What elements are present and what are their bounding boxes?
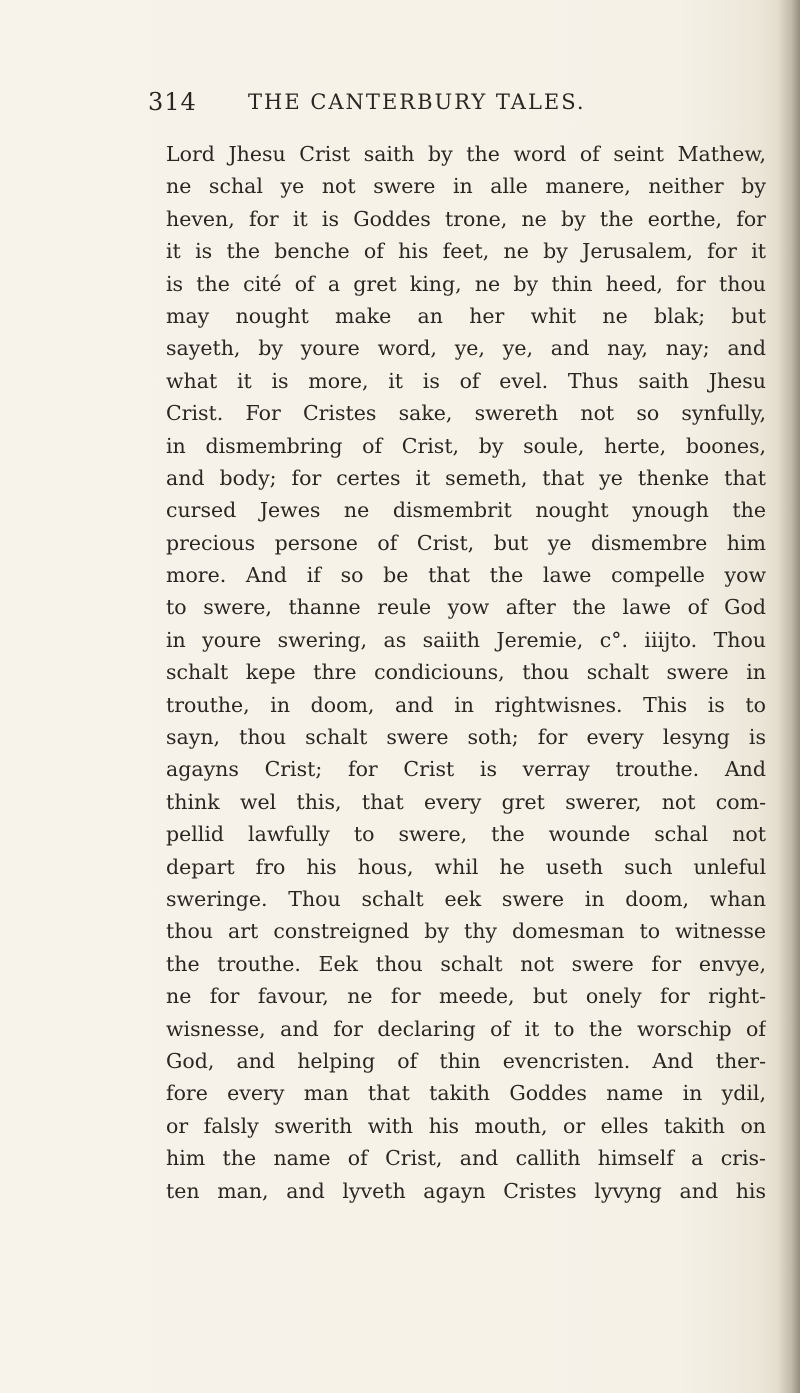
running-title: THE CANTERBURY TALES. bbox=[248, 90, 586, 114]
page-edge-shadow bbox=[778, 0, 800, 1393]
text-line: may nought make an her whit ne blak; but bbox=[166, 303, 766, 328]
text-line: schalt kepe thre condiciouns, thou schalt swere in bbox=[166, 660, 766, 685]
text-line: think wel this, that every gret swerer, not com- bbox=[166, 789, 766, 814]
text-line: what it is more, it is of evel. Thus saith Jhesu bbox=[166, 368, 766, 393]
text-line: it is the benche of his feet, ne by Jerusalem, for it bbox=[166, 239, 766, 264]
body-text bbox=[166, 138, 766, 1207]
text-line: in youre swering, as saiith Jeremie, c°. iiijto. Thou bbox=[166, 627, 766, 652]
text-line: wisnesse, and for declaring of it to the worschip of bbox=[166, 1016, 766, 1041]
text-line: precious persone of Crist, but ye dismembre him bbox=[166, 530, 766, 555]
text-line: to swere, thanne reule yow after the lawe of God bbox=[166, 595, 766, 620]
text-line: or falsly swerith with his mouth, or elles takith on bbox=[166, 1113, 766, 1138]
text-line: heven, for it is Goddes trone, ne by the eorthe, for bbox=[166, 206, 766, 231]
text-line: sayeth, by youre word, ye, ye, and nay, nay; and bbox=[166, 336, 766, 361]
text-line: in dismembring of Crist, by soule, herte, boones, bbox=[166, 433, 766, 458]
text-line: pellid lawfully to swere, the wounde schal not bbox=[166, 822, 766, 847]
text-line: agayns Crist; for Crist is verray trouthe. And bbox=[166, 757, 766, 782]
text-line: ne for favour, ne for meede, but onely for right- bbox=[166, 984, 766, 1009]
text-line: sayn, thou schalt swere soth; for every lesyng is bbox=[166, 725, 766, 750]
running-head bbox=[148, 88, 748, 128]
text-line: Lord Jhesu Crist saith by the word of seint Mathew, bbox=[166, 142, 766, 166]
text-line: him the name of Crist, and callith himself a cris- bbox=[166, 1146, 766, 1171]
text-line: ten man, and lyveth agayn Cristes lyvyng and his bbox=[166, 1178, 766, 1203]
text-line: fore every man that takith Goddes name in ydil, bbox=[166, 1081, 766, 1106]
page-number: 314 bbox=[148, 88, 197, 116]
text-line: cursed Jewes ne dismembrit nought ynough the bbox=[166, 498, 766, 523]
text-line: thou art constreigned by thy domesman to witnesse bbox=[166, 919, 766, 944]
text-line: trouthe, in doom, and in rightwisnes. This is to bbox=[166, 692, 766, 717]
text-line: God, and helping of thin evencristen. And ther- bbox=[166, 1048, 766, 1073]
text-line: is the cité of a gret king, ne by thin heed, for thou bbox=[166, 271, 766, 296]
text-line: the trouthe. Eek thou schalt not swere for envye, bbox=[166, 951, 766, 976]
text-line: and body; for certes it semeth, that ye thenke that bbox=[166, 465, 766, 490]
text-line: Crist. For Cristes sake, swereth not so synfully, bbox=[166, 401, 766, 426]
text-line: depart fro his hous, whil he useth such unleful bbox=[166, 854, 766, 879]
text-line: ne schal ye not swere in alle manere, neither by bbox=[166, 174, 766, 199]
text-line: more. And if so be that the lawe compelle yow bbox=[166, 563, 766, 588]
text-line: sweringe. Thou schalt eek swere in doom, whan bbox=[166, 886, 766, 911]
